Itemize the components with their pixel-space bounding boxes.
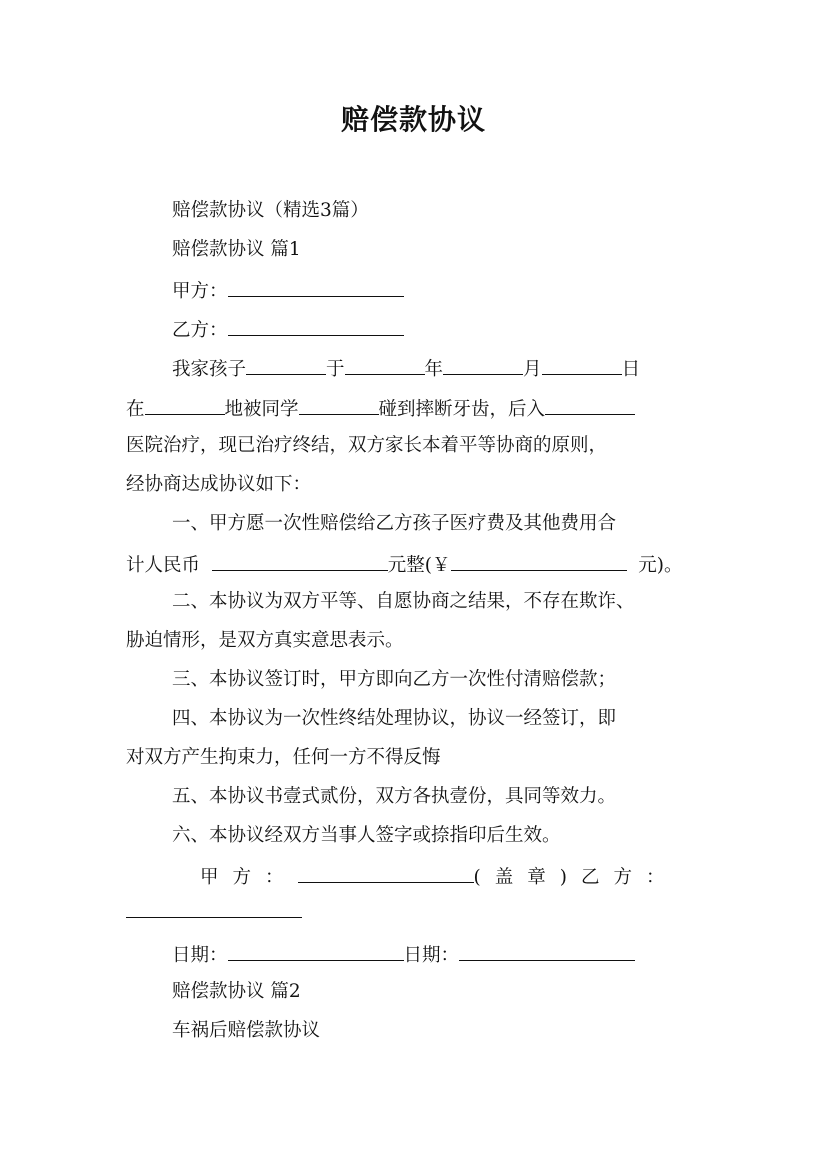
clause-5: 五、本协议书壹式贰份，双方各执壹份，具同等效力。 [172, 786, 617, 807]
signature-party-b-row [126, 895, 726, 928]
intro-line: 赔偿款协议（精选3篇） [172, 200, 369, 221]
signature-party-a-blank[interactable] [298, 860, 474, 883]
date-label-1: 日期： [172, 945, 228, 966]
date-blank-2[interactable] [459, 938, 635, 961]
classmate-blank[interactable] [299, 392, 379, 415]
signature-row [200, 860, 700, 893]
party-a-row [172, 274, 732, 307]
day-blank[interactable] [542, 352, 622, 375]
location-blank[interactable] [145, 392, 225, 415]
document-title: 赔偿款协议 [340, 103, 486, 136]
paragraph-1-line-3: 医院治疗，现已治疗终结，双方家长本着平等协商的原则， [126, 435, 608, 456]
paragraph-1-line-4: 经协商达成协议如下： [126, 474, 312, 495]
amount-words-blank[interactable] [212, 548, 388, 571]
hospital-blank[interactable] [545, 392, 635, 415]
article1-heading: 赔偿款协议 篇1 [172, 239, 301, 260]
clause-1-line-2: 计人民币 元整(￥ 元)。 [126, 548, 726, 581]
signature-party-b: 乙方： [580, 867, 679, 888]
year-blank[interactable] [345, 352, 425, 375]
child-name-blank[interactable] [246, 352, 326, 375]
party-a-label: 甲方： [172, 281, 228, 302]
date-row [172, 938, 732, 971]
clause-2-line-1: 二、本协议为双方平等、自愿协商之结果，不存在欺诈、 [172, 591, 635, 612]
clause-4-line-1: 四、本协议为一次性终结处理协议，协议一经签订，即 [172, 708, 617, 729]
clause-6: 六、本协议经双方当事人签字或捺指印后生效。 [172, 825, 561, 846]
paragraph-1-line-2: 在 地被同学 碰到摔断牙齿，后入 [126, 392, 726, 425]
party-b-label: 乙方： [172, 320, 228, 341]
clause-4-line-2: 对双方产生拘束力，任何一方不得反悔 [126, 747, 441, 768]
signature-party-b-blank[interactable] [126, 895, 302, 918]
month-blank[interactable] [443, 352, 523, 375]
party-b-row [172, 313, 732, 346]
signature-party-a: 甲方： [200, 867, 298, 888]
date-label-2: 日期： [403, 945, 460, 966]
party-b-blank[interactable] [228, 313, 404, 336]
article2-heading: 赔偿款协议 篇2 [172, 981, 301, 1002]
clause-1-line-1: 一、甲方愿一次性赔偿给乙方孩子医疗费及其他费用合 [172, 513, 617, 534]
paragraph-1-line-1: 我家孩子 于 年 月 日 [172, 352, 732, 385]
amount-number-blank[interactable] [451, 548, 627, 571]
date-blank-1[interactable] [228, 938, 404, 961]
party-a-blank[interactable] [228, 274, 404, 297]
clause-2-line-2: 胁迫情形，是双方真实意思表示。 [126, 630, 404, 651]
signature-seal: (盖章) [473, 867, 581, 888]
clause-3: 三、本协议签订时，甲方即向乙方一次性付清赔偿款； [172, 669, 617, 690]
article2-subtitle: 车祸后赔偿款协议 [172, 1020, 321, 1041]
